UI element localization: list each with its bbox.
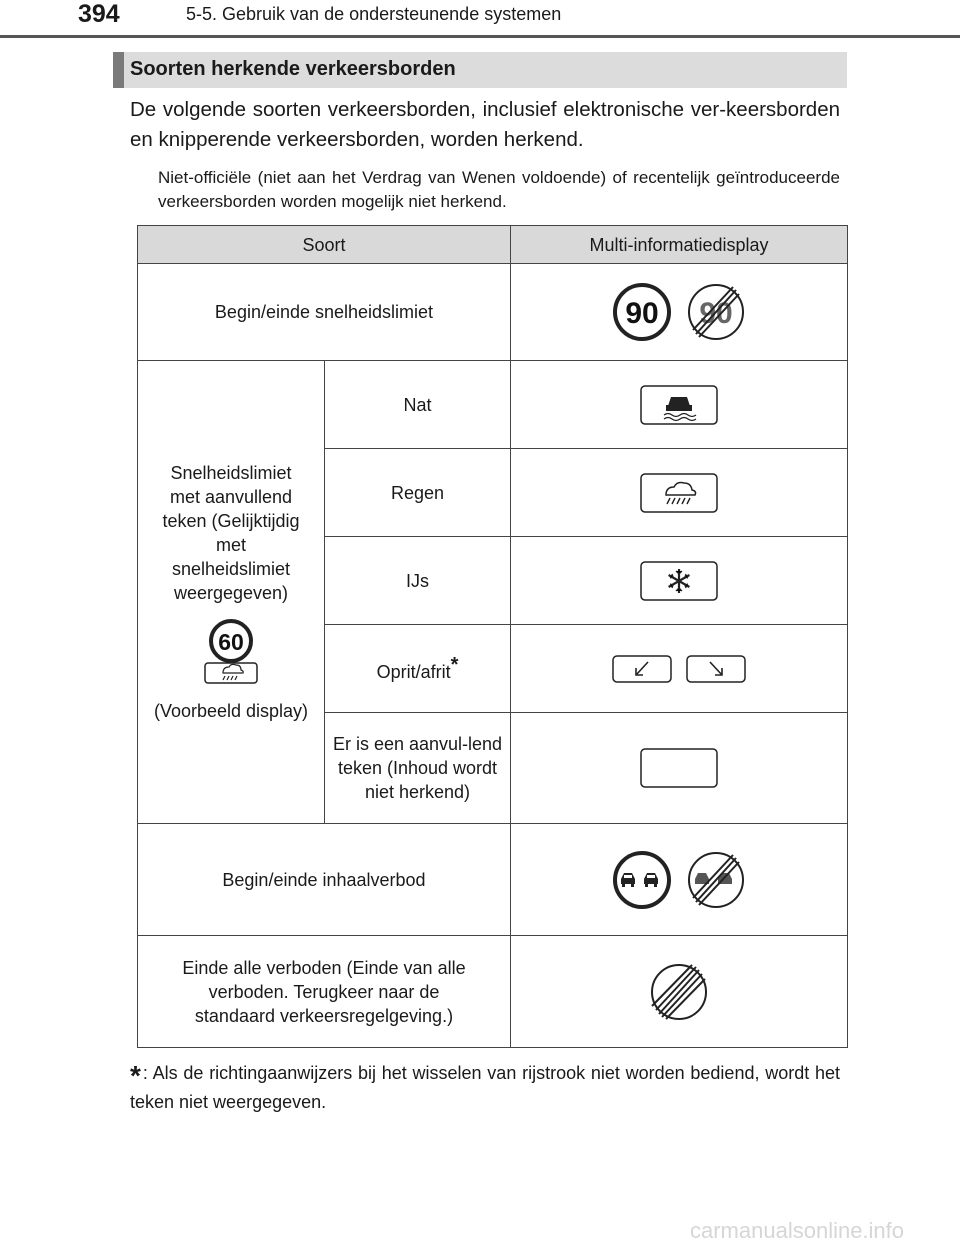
end-speed-value: 90 <box>699 297 733 330</box>
display-ice <box>511 537 848 625</box>
display-rain <box>511 449 848 537</box>
display-end-all <box>511 936 848 1048</box>
sign-types-table <box>137 225 848 1048</box>
display-wet <box>511 361 848 449</box>
header-display: Multi-informatiedisplay <box>511 226 848 264</box>
no-overtaking-sign-icon <box>612 850 672 910</box>
end-speed-limit-sign-icon <box>686 282 746 342</box>
footnote-text: : Als de richtingaanwijzers bij het wisselen van rijstrook niet worden bediend, wordt het teken niet weergegeven. <box>130 1063 840 1112</box>
row-label-unknown-sign: Er is een aanvul-lend teken (Inhoud wordt niet herkend) <box>325 713 511 824</box>
end-no-overtaking-sign-icon <box>686 850 746 910</box>
row-label-supplementary <box>138 361 325 824</box>
example-display <box>144 619 318 691</box>
example-speed-value: 60 <box>218 629 244 655</box>
ramp-label: Oprit/afrit <box>376 662 451 682</box>
speed-limit-sign-icon <box>612 282 672 342</box>
table-row <box>138 264 848 361</box>
row-label-speed-limit: Begin/einde snelheidslimiet <box>138 264 511 361</box>
row-label-rain: Regen <box>325 449 511 537</box>
example-caption: (Voorbeeld display) <box>153 701 309 721</box>
chapter-title: 5-5. Gebruik van de ondersteunende systemen <box>186 4 562 24</box>
end-all-restrictions-sign-icon <box>649 962 709 1022</box>
row-label-wet: Nat <box>325 361 511 449</box>
note-paragraph: Niet-officiële (niet aan het Verdrag van Wenen voldoende) of recentelijk geïntroduceerde verkeersborden worden mogelijk niet herkend. <box>158 168 840 211</box>
supplementary-label: Snelheidslimiet met aanvullend teken (Gelijktijdig met snelheidslimiet weergegeven) <box>162 463 300 603</box>
header-divider <box>0 35 960 38</box>
table-row <box>138 824 848 936</box>
example-sign-icon <box>201 619 261 685</box>
row-label-end-all: Einde alle verboden (Einde van alle verboden. Terugkeer naar de standaard verkeersregelgeving.) <box>138 936 511 1048</box>
page-number: 394 <box>78 0 120 28</box>
footnote-marker: * <box>450 654 459 676</box>
exit-left-arrow-icon <box>612 655 672 683</box>
row-label-ice: IJs <box>325 537 511 625</box>
blank-sign-icon <box>640 748 718 788</box>
display-speed-limit <box>511 264 848 361</box>
ice-snowflake-sign-icon <box>640 561 718 601</box>
header-type: Soort <box>138 226 511 264</box>
watermark: carmanualsonline.info <box>690 1218 905 1243</box>
footnote <box>130 1060 840 1115</box>
wet-road-sign-icon <box>640 385 718 425</box>
display-unknown-sign <box>511 713 848 824</box>
section-accent <box>113 52 124 88</box>
display-no-overtaking <box>511 824 848 936</box>
intro-paragraph: De volgende soorten verkeersborden, inclusief elektronische ver-keersborden en knipperende verkeersborden, worden herkend. <box>130 98 840 151</box>
section-title: Soorten herkende verkeersborden <box>130 58 456 80</box>
section-header <box>113 52 847 88</box>
table-row <box>138 361 848 449</box>
row-label-ramp <box>325 625 511 713</box>
speed-value: 90 <box>625 297 659 330</box>
row-label-no-overtaking: Begin/einde inhaalverbod <box>138 824 511 936</box>
rain-sign-icon <box>640 473 718 513</box>
footnote-star: * <box>130 1060 141 1091</box>
display-ramp <box>511 625 848 713</box>
exit-right-arrow-icon <box>686 655 746 683</box>
table-row <box>138 936 848 1048</box>
